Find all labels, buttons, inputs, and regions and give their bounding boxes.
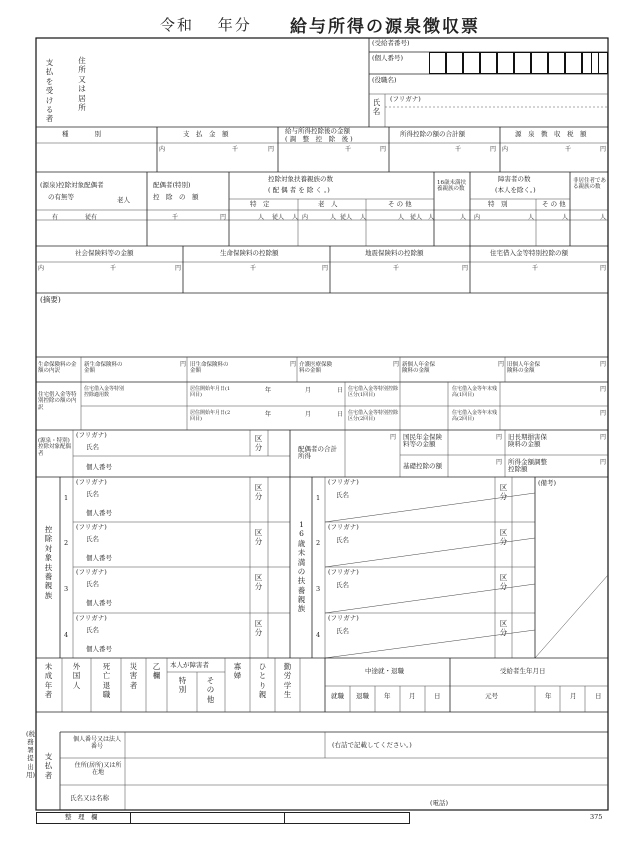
yen-unit: 円 (600, 146, 607, 153)
dep-name: 氏名 (86, 535, 99, 543)
u16-name: 氏名 (336, 627, 349, 635)
thousand-unit: 千 (532, 265, 539, 272)
u16-kubun: 区分 (499, 528, 508, 547)
mynumber-box[interactable] (565, 52, 582, 74)
u16-furigana: (フリガナ) (328, 523, 359, 531)
birth-year-label: 年 (545, 692, 552, 700)
year-unit: 年 (265, 387, 272, 394)
mynumber-box[interactable] (531, 52, 548, 74)
yen-unit: 円 (220, 214, 227, 221)
tax-office-label: (税務署提出用) (26, 730, 36, 779)
seiri-label: 整 理 欄 (65, 813, 98, 821)
after-deduction-sub: ( 調 整 控 除 後 ) (285, 135, 353, 143)
new-pension-label: 新個人年金保険料の金額 (402, 362, 436, 375)
u16-kubun: 区分 (499, 483, 508, 502)
thousand-unit: 千 (455, 146, 462, 153)
dep-kubun: 区分 (254, 619, 263, 638)
retire-label: 退職 (356, 692, 369, 700)
other-disabled-label: その他 (206, 676, 215, 704)
life-detail-label: 生命保険料の金額の内訳 (38, 362, 77, 375)
right-align-note: (右詰で記載してください。) (332, 741, 412, 749)
minor-label: 未成年者 (44, 662, 53, 700)
form-year: 令和 年分 (160, 16, 252, 34)
start2-label: 居住開始年月日(2回目) (190, 410, 231, 422)
yen-unit: 円 (600, 265, 607, 272)
furigana-label: (フリガナ) (390, 95, 421, 103)
specific-label: 特 定 (250, 200, 270, 208)
adjust-label: 所得金額調整控除額 (508, 458, 547, 474)
u16-number-3: 3 (316, 585, 321, 593)
spouse-special-header: 配偶者(特別) (153, 181, 191, 189)
year-label: 年 (384, 692, 391, 700)
yen-unit: 円 (600, 386, 607, 393)
from-unit: 従人 (410, 214, 423, 221)
gengo-label: 元号 (485, 692, 498, 700)
payer-mynum-label: 個人番号又は法人番号 (72, 736, 121, 750)
name-label: 氏名 (372, 98, 381, 117)
dep-furigana: (フリガナ) (76, 523, 107, 531)
dep-number-4: 4 (64, 631, 69, 639)
form-number: 375 (590, 813, 603, 821)
birth-month-label: 月 (570, 692, 577, 700)
mynumber-box[interactable] (514, 52, 531, 74)
day-unit: 日 (337, 387, 344, 394)
special-disabled-label: 特別 (178, 676, 187, 695)
after-deduction-header: 給与所得控除後の金額 (285, 127, 350, 135)
dep-furigana: (フリガナ) (76, 478, 107, 486)
inner-unit: 内 (159, 146, 166, 153)
otsu-label: 乙欄 (152, 662, 161, 681)
birth-label: 受給者生年月日 (500, 667, 546, 675)
dep-name: 氏名 (86, 626, 99, 634)
new-life-label: 新生命保険料の金額 (84, 362, 123, 375)
have-label: 有 (52, 214, 59, 221)
yen-unit: 円 (180, 361, 187, 368)
dep-mynum: 個人番号 (86, 599, 112, 607)
u16-number-2: 2 (316, 539, 321, 547)
dep-mynum: 個人番号 (86, 509, 112, 517)
yen-unit: 円 (496, 434, 503, 441)
yen-unit: 円 (600, 361, 607, 368)
spouse-name-label: 氏名 (86, 443, 99, 451)
student-label: 勤労学生 (283, 662, 292, 700)
day-label: 日 (434, 692, 441, 700)
person-unit: 人 (398, 214, 405, 221)
inner-unit: 内 (502, 146, 509, 153)
u16-number-4: 4 (316, 631, 321, 639)
payer-address-label: 住所(居所)又は所在地 (74, 762, 122, 776)
person-unit: 人 (428, 214, 435, 221)
juu-label: 従有 (85, 214, 98, 221)
disabled-header: 障害者の数 (498, 175, 531, 183)
balance1-label: 住宅借入金等年末残高(1回目) (452, 386, 498, 398)
yen-unit: 円 (380, 146, 387, 153)
thousand-unit: 千 (345, 146, 352, 153)
spouse-header: (源泉)控除対象配偶者 (40, 181, 104, 189)
dep-kubun: 区分 (254, 573, 263, 592)
thousand-unit: 千 (393, 265, 400, 272)
housing-count-label: 住宅借入金等特別控除適用数 (84, 386, 125, 398)
mynumber-box[interactable] (446, 52, 463, 74)
social-insurance-header: 社会保険料等の金額 (75, 249, 134, 257)
disaster-label: 災害者 (129, 662, 138, 690)
dependents-header: 控除対象扶養親族の数 (268, 175, 333, 183)
spouse-section-label: (源泉・特別)控除対象配偶者 (38, 438, 72, 457)
spouse-sub: の有無等 (48, 193, 74, 201)
kubun2-label: 住宅借入金等特別控除区分(2回目) (348, 410, 399, 422)
year-unit: 年 (265, 411, 272, 418)
life-insurance-header: 生命保険料の控除額 (220, 249, 279, 257)
spouse-special-sub: 控 除 の 額 (153, 193, 199, 201)
mynumber-box[interactable] (591, 52, 608, 74)
national-pension-label: 国民年金保険料等の金額 (403, 433, 442, 449)
balance2-label: 住宅借入金等年末残高(2回目) (452, 410, 498, 422)
person-unit: 人 (600, 214, 607, 221)
u16-furigana: (フリガナ) (328, 478, 359, 486)
month-unit: 月 (305, 411, 312, 418)
foreign-label: 外国人 (72, 662, 81, 690)
spouse-furigana: (フリガナ) (76, 431, 107, 439)
month-unit: 月 (305, 387, 312, 394)
form-title: 給与所得の源泉徴収票 (290, 17, 480, 37)
mynumber-box[interactable] (497, 52, 514, 74)
old-life-label: 旧生命保険料の金額 (190, 362, 229, 375)
yen-unit: 円 (498, 361, 505, 368)
under16-header: 16歳未満扶養親族の数 (437, 180, 466, 193)
basic-deduction-label: 基礎控除の額 (403, 462, 442, 470)
month-label: 月 (409, 692, 416, 700)
person-unit: 人 (292, 214, 299, 221)
yen-unit: 円 (490, 146, 497, 153)
spouse-income-label: 配偶者の合計所得 (298, 445, 337, 461)
yen-unit: 円 (600, 434, 607, 441)
thousand-unit: 千 (110, 265, 117, 272)
thousand-unit: 千 (565, 146, 572, 153)
housing-detail-label: 住宅借入金等特別控除の額の内訳 (38, 392, 77, 411)
under16-label: 16歳未満の扶養親族 (297, 520, 306, 614)
dep-furigana: (フリガナ) (76, 614, 107, 622)
other-label: そ の 他 (388, 200, 412, 208)
recipient-number-label: (受給者番号) (372, 39, 410, 47)
person-unit: 人 (528, 214, 535, 221)
special-label: 特 別 (488, 200, 508, 208)
midway-label: 中途就・退職 (365, 667, 404, 675)
memo-label: (摘要) (40, 295, 61, 304)
seiri-divider (130, 812, 285, 824)
old-long-label: 旧長期損害保険料の金額 (508, 433, 547, 449)
kubun1-label: 住宅借入金等特別控除区分(1回目) (348, 386, 399, 398)
housing-loan-header: 住宅借入金等特別控除の額 (490, 249, 568, 257)
u16-kubun: 区分 (499, 619, 508, 638)
u16-name: 氏名 (336, 581, 349, 589)
spouse-mynum-label: 個人番号 (86, 463, 112, 471)
deduction-total-header: 所得控除の額の合計額 (400, 130, 465, 138)
disabled-sub: (本人を除く。) (495, 186, 536, 194)
u16-name: 氏名 (336, 536, 349, 544)
nonresident-header: 非居住者である親族の数 (573, 178, 607, 191)
withholding-header: 源 泉 徴 収 税 額 (515, 130, 587, 138)
person-unit: 人 (460, 214, 467, 221)
yen-unit: 円 (496, 459, 503, 466)
inner-unit: 内 (302, 214, 309, 221)
disabled-self-label: 本人が障害者 (170, 661, 209, 669)
elderly-label: 老 人 (318, 200, 338, 208)
type-header: 種 別 (62, 130, 101, 138)
day-unit: 日 (337, 411, 344, 418)
dep-mynum: 個人番号 (86, 554, 112, 562)
start1-label: 居住開始年月日(1回目) (190, 386, 231, 398)
thousand-unit: 千 (250, 265, 257, 272)
dep-number-3: 3 (64, 585, 69, 593)
from-unit: 従人 (272, 214, 285, 221)
yen-unit: 円 (322, 265, 329, 272)
inner-unit: 内 (474, 214, 481, 221)
dep-kubun: 区分 (254, 483, 263, 502)
death-label: 死亡退職 (102, 662, 111, 700)
address-label: 住所又は居所 (78, 56, 86, 112)
my-number-label: (個人番号) (372, 54, 404, 62)
phone-label: (電話) (430, 799, 449, 807)
employ-label: 就職 (331, 692, 344, 700)
dependents-sub: ( 配 偶 者 を 除 く 。) (268, 186, 330, 194)
person-unit: 人 (360, 214, 367, 221)
payment-header: 支 払 金 額 (183, 130, 229, 138)
payer-label: 支払者 (44, 752, 53, 780)
yen-unit: 円 (175, 265, 182, 272)
old-pension-label: 旧個人年金保険料の金額 (507, 362, 541, 375)
yen-unit: 円 (290, 361, 297, 368)
dep-furigana: (フリガナ) (76, 568, 107, 576)
single-parent-label: ひとり親 (258, 662, 267, 700)
thousand-unit: 千 (172, 214, 179, 221)
earthquake-header: 地震保険料の控除額 (365, 249, 424, 257)
u16-kubun: 区分 (499, 573, 508, 592)
elder-label: 老人 (117, 196, 130, 204)
u16-number-1: 1 (316, 494, 321, 502)
payee-label: 支払を受ける者 (45, 58, 54, 124)
yen-unit: 円 (600, 459, 607, 466)
yen-unit: 円 (462, 265, 469, 272)
other2-label: そ の 他 (542, 200, 566, 208)
mynumber-box[interactable] (429, 52, 446, 74)
dep-kubun: 区分 (254, 528, 263, 547)
u16-furigana: (フリガナ) (328, 614, 359, 622)
dep-name: 氏名 (86, 580, 99, 588)
u16-name: 氏名 (336, 491, 349, 499)
dep-number-2: 2 (64, 539, 69, 547)
thousand-unit: 千 (232, 146, 239, 153)
dep-name: 氏名 (86, 490, 99, 498)
person-unit: 人 (258, 214, 265, 221)
dependents-label: 控除対象扶養親族 (44, 525, 53, 600)
inner-unit: 内 (38, 265, 45, 272)
person-unit: 人 (562, 214, 569, 221)
person-unit: 人 (330, 214, 337, 221)
mynumber-box[interactable] (463, 52, 480, 74)
yen-unit: 円 (390, 434, 397, 441)
u16-furigana: (フリガナ) (328, 568, 359, 576)
care-label: 介護医療保険料の金額 (299, 362, 333, 375)
spouse-kubun: 区分 (254, 434, 263, 453)
yen-unit: 円 (268, 146, 275, 153)
yen-unit: 円 (393, 361, 400, 368)
biko-label: (備考) (538, 479, 557, 487)
position-label: (役職名) (372, 76, 397, 84)
dep-mynum: 個人番号 (86, 645, 112, 653)
yen-unit: 円 (600, 410, 607, 417)
dep-number-1: 1 (64, 494, 69, 502)
birth-day-label: 日 (595, 692, 602, 700)
mynumber-box[interactable] (548, 52, 565, 74)
widow-label: 寡婦 (233, 662, 242, 681)
mynumber-box[interactable] (480, 52, 497, 74)
from-unit: 従人 (340, 214, 353, 221)
payer-name-label: 氏名又は名称 (70, 794, 109, 802)
